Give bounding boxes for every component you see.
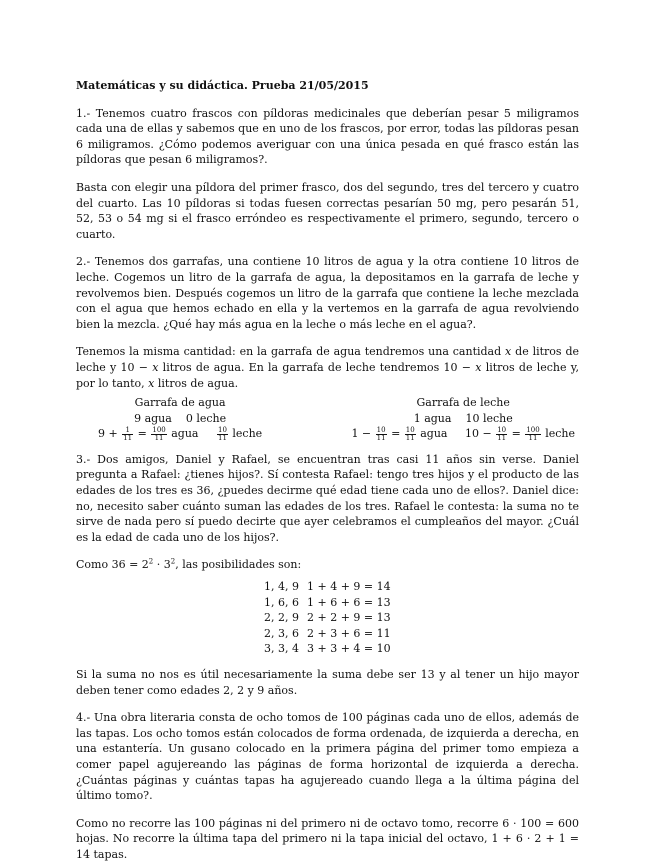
problem-3-answer: Si la suma no nos es útil necesariamente la suma debe ser 13 y al tener un hijo mayor deben tener como edades 2, 2 y 9 años. (76, 668, 579, 697)
fraction-denominator: 11 (405, 433, 415, 442)
fraction-numerator: 1 (122, 427, 133, 435)
var-x: x (148, 376, 155, 390)
ages-cell: 2, 2, 9 (264, 611, 299, 625)
table-row (258, 579, 398, 595)
table-row (258, 626, 398, 642)
cell: 1 − (351, 427, 372, 441)
answer-text: litros de agua. (157, 376, 239, 390)
cell: 0 leche (185, 411, 227, 425)
problem-1-answer: Basta con elegir una píldora del primer frasco, dos del segundo, tres del tercero y cuatro del cuarto. Las 10 píldoras si todas fuesen correctas pesarían 50 mg, pero pesarán 51, 52, 53 o 54 mg si el frasco erróndeo es respectivamente el primero, segundo, tercero o cuarto. (76, 180, 579, 241)
cell: agua (420, 427, 448, 441)
equals: = (137, 427, 147, 441)
answer-text: litros de agua. En la garrafa de leche tendremos 10 − (162, 360, 471, 374)
document-body (76, 78, 579, 863)
fraction (217, 427, 228, 442)
age-combinations-table (258, 579, 398, 657)
var-x: x (505, 345, 512, 359)
fraction (376, 427, 387, 442)
problem-3-question: 3.- Dos amigos, Daniel y Rafael, se encuentran tras casi 11 años sin verse. Daniel pregunta a Rafael: ¿tienes hijos?. Sí contesta Rafael: tengo tres hijos y el producto de las edades de los tres es 36, ¿puedes decirme qué edad tiene cada uno de ellos?. Daniel dice: no, necesito saber cuánto suman las edades de los tres. Rafael le contesta: la suma no te sirve de nada pero sí puedo decirte que ayer celebramos el cumpleaños del mayor. ¿Cuál es la edad de cada uno de los hijos?. (76, 452, 579, 544)
cell: 10 leche (465, 411, 513, 425)
problem-2-answer (76, 344, 579, 391)
problem-3-intro (76, 557, 579, 573)
ages-cell: 1, 6, 6 (264, 595, 299, 609)
fraction-numerator: 10 (405, 425, 415, 434)
equals: = (391, 427, 401, 441)
fraction-denominator: 11 (154, 433, 164, 442)
fraction-denominator: 11 (528, 433, 538, 442)
garrafa-leche-column (351, 395, 575, 442)
intro-text: Como 36 = 2 (76, 558, 149, 572)
problem-2-question: 2.- Tenemos dos garrafas, una contiene 10 litros de agua y la otra contiene 10 litros de leche. Cogemos un litro de la garrafa de agua, la depositamos en la garrafa de leche y revolvemos bien. Después cogemos un litro de la garrafa que contiene la leche mezclada con el agua que hemos echado en ella y la vertemos en la garrafa de agua revolviendo bien la mezcla. ¿Qué hay más agua en la leche o más leche en el agua?. (76, 255, 579, 331)
equals: = (511, 427, 521, 441)
garrafa-agua-column (98, 395, 262, 442)
fraction (525, 427, 540, 442)
var-x: x (152, 360, 159, 374)
cell: agua (171, 427, 199, 441)
fraction (405, 427, 416, 442)
problem-4-answer: Como no recorre las 100 páginas ni del primero ni de octavo tomo, recorre 6 · 100 = 600 hojas. No recorre la última tapa del primero ni la tapa inicial del octavo, 1 + 6 · 2 + 1 = 14 tapas. (76, 816, 579, 861)
fraction-denominator: 11 (217, 433, 227, 442)
page-title: Matemáticas y su didáctica. Prueba 21/05/2015 (76, 79, 369, 92)
column-header: Garrafa de leche (416, 396, 510, 410)
sum-cell: 1 + 4 + 9 = 14 (306, 580, 391, 594)
row-1 (98, 411, 262, 427)
ages-cell: 1, 4, 9 (264, 580, 299, 594)
sum-cell: 2 + 2 + 9 = 13 (306, 611, 391, 625)
table-row (258, 641, 398, 657)
intro-text: · 3 (153, 558, 171, 572)
problem-4-question: 4.- Una obra literaria consta de ocho tomos de 100 páginas cada uno de ellos, además de las tapas. Los ocho tomos están colocados de forma ordenada, de izquierda a derecha, en una estantería. Un gusano colocado en la primera página del primer tomo empieza a comer papel agujereando las páginas de forma horizontal de izquierda a derecha. ¿Cuántas páginas y cuántas tapas ha agujereado cuando llega a la última página del último tomo?. (76, 711, 579, 803)
fraction-numerator: 100 (152, 425, 166, 434)
fraction-numerator: 100 (526, 425, 540, 434)
fraction-numerator: 10 (376, 425, 386, 434)
fraction-denominator: 11 (497, 433, 507, 442)
sum-cell: 1 + 6 + 6 = 13 (306, 595, 391, 609)
problem-1-question: 1.- Tenemos cuatro frascos con píldoras medicinales que deberían pesar 5 miligramos cada una de ellas y sabemos que en uno de los frascos, por error, todas las píldoras pesan 6 miligramos. ¿Cómo podemos averiguar con una única pesada en qué frasco están las píldoras que pesan 6 miligramos?. (76, 106, 579, 167)
row-1 (351, 411, 575, 427)
cell: leche (545, 427, 575, 441)
var-x: x (475, 360, 482, 374)
sum-cell: 3 + 3 + 4 = 10 (306, 642, 391, 656)
cell: leche (232, 427, 263, 441)
garrafa-table (76, 395, 579, 442)
fraction-numerator: 10 (497, 425, 507, 434)
fraction (122, 427, 133, 442)
fraction-denominator: 11 (376, 433, 386, 442)
ages-cell: 2, 3, 6 (264, 626, 299, 640)
row-2 (98, 426, 262, 442)
row-2 (351, 426, 575, 442)
intro-text: , las posibilidades son: (175, 558, 302, 572)
exponent: 2 (148, 557, 154, 566)
cell: 10 − (464, 427, 492, 441)
ages-cell: 3, 3, 4 (264, 642, 299, 656)
exponent: 2 (170, 557, 176, 566)
answer-text: de litros de leche y 10 − (76, 345, 580, 374)
answer-text: litros de leche y, por lo tanto, (76, 360, 579, 390)
column-header: Garrafa de agua (134, 396, 226, 410)
fraction (496, 427, 507, 442)
fraction-numerator: 10 (217, 425, 227, 434)
cell: 9 agua (134, 411, 172, 425)
sum-cell: 2 + 3 + 6 = 11 (306, 626, 391, 640)
fraction (151, 427, 166, 442)
cell: 9 + (98, 427, 118, 441)
table-row (258, 610, 398, 626)
answer-text: Tenemos la misma cantidad: en la garrafa de agua tendremos una cantidad (76, 345, 502, 359)
cell: 1 agua (413, 411, 452, 425)
table-row (258, 595, 398, 611)
fraction-denominator: 11 (123, 433, 133, 442)
